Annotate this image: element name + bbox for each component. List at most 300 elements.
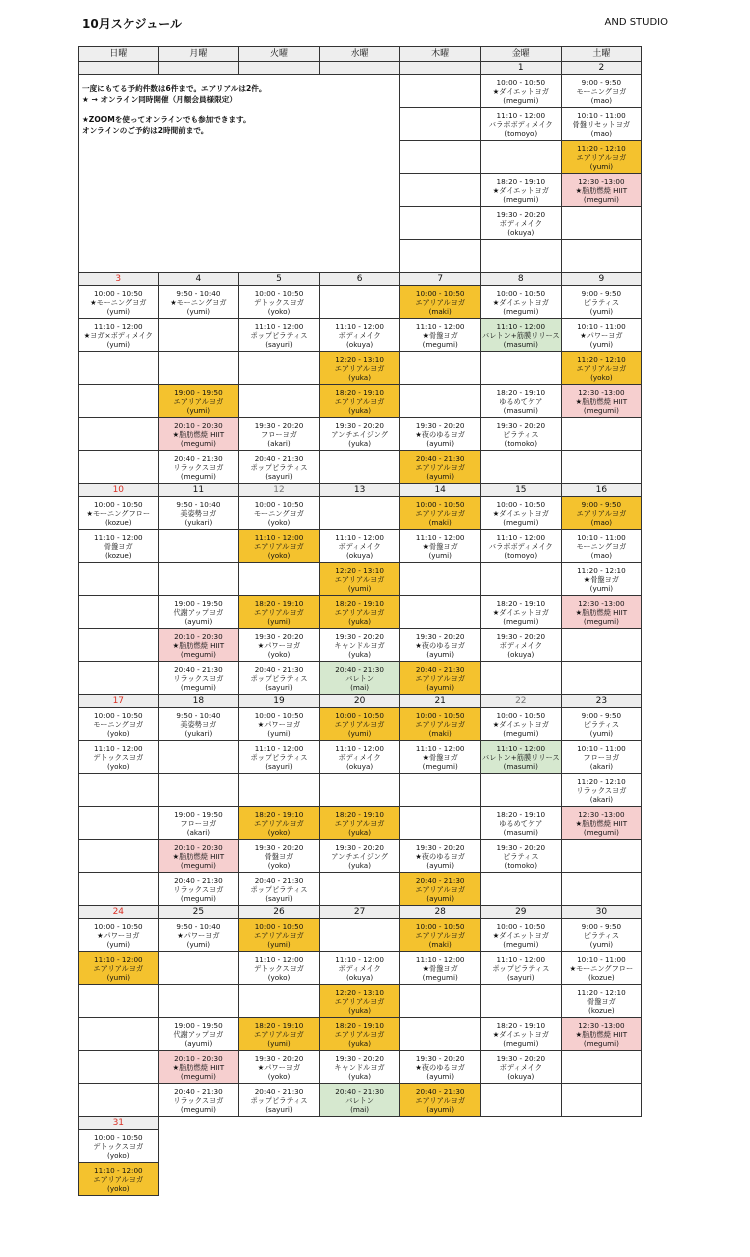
class-name: ★骨盤ヨガ — [422, 752, 458, 762]
instructor-name: (yoko) — [267, 827, 291, 837]
class-name: ピラティス — [583, 297, 620, 307]
empty-slot — [78, 840, 159, 873]
empty-slot — [159, 352, 240, 385]
class-name: 美姿勢ヨガ — [180, 719, 217, 729]
class-time: 19:30 - 20:20 — [415, 842, 465, 852]
instructor-name: (masumi) — [503, 761, 538, 771]
instructor-name: (yoko) — [267, 306, 291, 316]
class-name: リラックスヨガ — [576, 785, 627, 795]
class-time: 10:10 - 11:00 — [577, 743, 626, 753]
class-slot — [400, 451, 481, 484]
class-slot — [400, 629, 481, 662]
class-time: 19:30 - 20:20 — [496, 1053, 546, 1063]
date-cell: 30 — [562, 906, 643, 919]
class-time: 11:20 - 12:10 — [577, 565, 626, 575]
empty-slot — [562, 207, 643, 240]
instructor-name: (megumi) — [422, 761, 458, 771]
instructor-name: (yoko) — [107, 728, 130, 738]
class-time: 19:30 - 20:20 — [415, 420, 465, 430]
class-time: 11:10 - 12:00 — [415, 321, 465, 331]
instructor-name: (maki) — [428, 517, 452, 527]
class-name: エアリアルヨガ — [415, 884, 466, 894]
empty-slot — [562, 1051, 643, 1084]
class-name: ボディメイク — [338, 541, 381, 551]
class-name: ★脂肪燃焼 HIIT — [575, 818, 628, 828]
instructor-name: (yumi) — [589, 728, 614, 738]
class-name: ★パワーヨガ — [257, 640, 301, 650]
instructor-name: (maki) — [428, 939, 452, 949]
instructor-name: (yukari) — [184, 728, 213, 738]
empty-slot — [78, 563, 159, 596]
class-slot — [78, 286, 159, 319]
class-time: 11:10 - 12:00 — [496, 532, 546, 542]
class-slot — [481, 530, 562, 563]
date-cell: 29 — [481, 906, 562, 919]
class-name: バラボボディメイク — [488, 119, 553, 129]
class-slot — [320, 319, 401, 352]
class-slot — [562, 75, 643, 108]
class-time: 10:00 - 10:50 — [94, 921, 143, 931]
date-cell: 24 — [78, 906, 159, 919]
instructor-name: (sayuri) — [265, 893, 293, 903]
class-slot — [562, 141, 643, 174]
instructor-name: (yoko) — [107, 1150, 130, 1160]
class-slot — [562, 952, 643, 985]
class-name: バレトン — [345, 1095, 374, 1105]
class-time: 20:40 - 21:30 — [335, 1086, 384, 1096]
class-name: リラックスヨガ — [173, 884, 224, 894]
class-time: 11:10 - 12:00 — [94, 1165, 143, 1175]
instructor-name: (sayuri) — [265, 339, 293, 349]
class-slot — [562, 807, 643, 840]
instructor-name: (akari) — [267, 438, 291, 448]
class-slot — [78, 1163, 159, 1196]
instructor-name: (sayuri) — [265, 1104, 293, 1114]
class-name: ★モーニングヨガ — [90, 297, 147, 307]
instructor-name: (megumi) — [583, 827, 619, 837]
class-name: エアリアルヨガ — [415, 673, 466, 683]
class-name: ボディメイク — [499, 218, 542, 228]
instructor-name: (yoko) — [267, 972, 291, 982]
class-name: 代謝アップヨガ — [173, 607, 224, 617]
class-time: 20:40 - 21:30 — [415, 875, 465, 885]
class-name: ★パワーヨガ — [177, 930, 220, 940]
class-name: ポップピラティス — [492, 963, 550, 973]
class-name: リラックスヨガ — [173, 1095, 224, 1105]
date-cell — [320, 62, 401, 75]
class-slot — [562, 174, 643, 207]
class-time: 11:10 - 12:00 — [254, 743, 304, 753]
instructor-name: (sayuri) — [507, 972, 535, 982]
class-name: エアリアルヨガ — [576, 152, 627, 162]
instructor-name: (masumi) — [503, 339, 538, 349]
date-cell: 4 — [159, 273, 240, 286]
empty-slot — [481, 985, 562, 1018]
class-time: 19:00 - 19:50 — [174, 598, 223, 608]
instructor-name: (megumi) — [180, 893, 216, 903]
class-slot — [562, 352, 643, 385]
class-slot — [78, 741, 159, 774]
class-slot — [239, 629, 320, 662]
class-name: ★骨盤ヨガ — [422, 541, 458, 551]
class-time: 10:00 - 10:50 — [94, 1132, 143, 1142]
instructor-name: (kozue) — [588, 972, 615, 982]
class-time: 12:30 -13:00 — [578, 387, 625, 397]
class-time: 19:30 - 20:20 — [496, 209, 546, 219]
class-slot — [78, 952, 159, 985]
class-time: 20:40 - 21:30 — [174, 1086, 223, 1096]
class-name: エアリアルヨガ — [415, 297, 466, 307]
class-slot — [481, 629, 562, 662]
class-time: 11:10 - 12:00 — [335, 743, 384, 753]
empty-slot — [562, 840, 643, 873]
class-slot — [400, 741, 481, 774]
booking-notice — [82, 84, 322, 136]
class-name: キャンドルヨガ — [334, 1062, 385, 1072]
empty-slot — [159, 985, 240, 1018]
empty-slot — [400, 985, 481, 1018]
class-slot — [481, 708, 562, 741]
class-name: エアリアルヨガ — [334, 396, 385, 406]
class-time: 20:40 - 21:30 — [415, 664, 465, 674]
class-time: 12:30 -13:00 — [578, 809, 625, 819]
empty-slot — [400, 174, 481, 207]
class-name: エアリアルヨガ — [254, 541, 304, 551]
class-slot — [400, 952, 481, 985]
class-slot — [78, 1130, 159, 1163]
class-time: 10:10 - 11:00 — [577, 321, 626, 331]
empty-slot — [400, 596, 481, 629]
instructor-name: (sayuri) — [265, 682, 293, 692]
class-name: ★パワーヨガ — [97, 930, 140, 940]
class-time: 10:00 - 10:50 — [415, 499, 465, 509]
class-time: 20:40 - 21:30 — [415, 453, 465, 463]
class-time: 19:30 - 20:20 — [254, 1053, 304, 1063]
instructor-name: (ayumi) — [426, 860, 455, 870]
instructor-name: (kozue) — [104, 517, 132, 527]
class-time: 18:20 - 19:10 — [254, 1020, 304, 1030]
class-name: ポップピラティス — [250, 330, 308, 340]
empty-slot — [481, 774, 562, 807]
class-slot — [320, 530, 401, 563]
class-slot — [481, 385, 562, 418]
instructor-name: (yumi) — [186, 405, 211, 415]
date-cell: 6 — [320, 273, 401, 286]
instructor-name: (yuka) — [348, 827, 372, 837]
class-slot — [159, 919, 240, 952]
class-slot — [159, 1051, 240, 1084]
class-name: ★ダイエットヨガ — [492, 86, 549, 96]
class-time: 10:00 - 10:50 — [496, 921, 546, 931]
class-name: フローヨガ — [261, 429, 297, 439]
instructor-name: (ayumi) — [184, 616, 213, 626]
class-name: エアリアルヨガ — [173, 396, 224, 406]
date-cell: 23 — [562, 695, 643, 708]
empty-slot — [562, 873, 643, 906]
class-slot — [562, 319, 643, 352]
empty-slot — [78, 451, 159, 484]
instructor-name: (yumi) — [267, 939, 291, 949]
class-name: ポップピラティス — [250, 1095, 308, 1105]
date-cell: 13 — [320, 484, 401, 497]
class-name: ゆるめてケア — [499, 396, 543, 406]
class-slot — [320, 662, 401, 695]
class-name: ★モーニングフロー — [86, 508, 151, 518]
class-slot — [320, 708, 401, 741]
class-name: ★骨盤ヨガ — [583, 574, 619, 584]
class-slot — [159, 385, 240, 418]
class-name: デトックスヨガ — [93, 1141, 144, 1151]
instructor-name: (megumi) — [583, 1038, 619, 1048]
class-slot — [562, 108, 643, 141]
class-time: 18:20 - 19:10 — [335, 598, 384, 608]
class-slot — [239, 530, 320, 563]
instructor-name: (yoko) — [267, 1071, 291, 1081]
instructor-name: (megumi) — [583, 194, 619, 204]
class-name: エアリアルヨガ — [334, 818, 385, 828]
class-slot — [400, 840, 481, 873]
instructor-name: (megumi) — [180, 860, 216, 870]
class-slot — [159, 662, 240, 695]
class-slot — [239, 708, 320, 741]
class-name: リラックスヨガ — [173, 462, 224, 472]
empty-slot — [78, 596, 159, 629]
date-cell: 7 — [400, 273, 481, 286]
empty-slot — [239, 985, 320, 1018]
class-name: フローヨガ — [583, 752, 620, 762]
class-slot — [400, 530, 481, 563]
instructor-name: (yuka) — [348, 438, 372, 448]
class-name: モーニングヨガ — [93, 719, 144, 729]
class-time: 12:30 -13:00 — [578, 176, 625, 186]
class-slot — [481, 1051, 562, 1084]
date-cell: 14 — [400, 484, 481, 497]
class-slot — [159, 807, 240, 840]
date-cell: 31 — [78, 1117, 159, 1130]
class-time: 9:50 - 10:40 — [176, 710, 221, 720]
empty-slot — [159, 952, 240, 985]
empty-slot — [320, 774, 401, 807]
class-time: 11:10 - 12:00 — [94, 743, 143, 753]
class-name: ★脂肪燃焼 HIIT — [172, 429, 225, 439]
empty-slot — [320, 919, 401, 952]
empty-slot — [78, 1084, 159, 1117]
notice-line-4: オンラインのご予約は2時間前まで。 — [82, 125, 209, 135]
class-time: 19:30 - 20:20 — [254, 631, 304, 641]
instructor-name: (yumi) — [267, 1038, 291, 1048]
instructor-name: (yumi) — [186, 939, 211, 949]
class-time: 12:20 - 13:10 — [335, 565, 384, 575]
class-name: エアリアルヨガ — [334, 1029, 385, 1039]
class-time: 10:00 - 10:50 — [94, 710, 143, 720]
class-slot — [320, 1084, 401, 1117]
instructor-name: (megumi) — [180, 682, 216, 692]
notice-line-1: 一度にもてる予約件数は6件まで。エアリアルは2件。 — [82, 84, 267, 93]
class-name: エアリアルヨガ — [415, 719, 466, 729]
date-cell: 1 — [481, 62, 562, 75]
class-slot — [239, 596, 320, 629]
empty-slot — [400, 75, 481, 108]
class-time: 20:10 - 20:30 — [174, 1053, 223, 1063]
class-time: 11:10 - 12:00 — [415, 743, 465, 753]
class-time: 11:10 - 12:00 — [335, 532, 384, 542]
class-slot — [562, 1018, 643, 1051]
class-slot — [239, 497, 320, 530]
instructor-name: (ayumi) — [426, 893, 455, 903]
instructor-name: (megumi) — [503, 306, 539, 316]
instructor-name: (okuya) — [346, 761, 374, 771]
class-slot — [400, 662, 481, 695]
class-name: ピラティス — [503, 429, 539, 439]
instructor-name: (tomoko) — [504, 438, 538, 448]
class-time: 10:00 - 10:50 — [335, 710, 384, 720]
class-time: 9:50 - 10:40 — [176, 499, 221, 509]
notice-line-2: ★ → オンライン同時開催（月額会員様限定） — [82, 94, 237, 104]
instructor-name: (yoko) — [107, 1183, 130, 1193]
class-time: 19:30 - 20:20 — [496, 631, 546, 641]
class-name: ★モーニングヨガ — [170, 297, 227, 307]
class-time: 20:10 - 20:30 — [174, 420, 223, 430]
instructor-name: (yuka) — [348, 405, 372, 415]
class-time: 20:40 - 21:30 — [174, 453, 223, 463]
instructor-name: (mao) — [590, 550, 613, 560]
class-name: 骨盤ヨガ — [587, 996, 616, 1006]
class-name: ★夜のゆるヨガ — [415, 640, 465, 650]
class-time: 10:00 - 10:50 — [94, 288, 143, 298]
class-slot — [481, 741, 562, 774]
class-time: 20:40 - 21:30 — [174, 664, 223, 674]
empty-slot — [239, 563, 320, 596]
class-name: ボディメイク — [338, 963, 381, 973]
instructor-name: (megumi) — [422, 339, 458, 349]
class-time: 12:20 - 13:10 — [335, 987, 384, 997]
class-slot — [562, 596, 643, 629]
date-cell: 5 — [239, 273, 320, 286]
class-time: 11:10 - 12:00 — [254, 954, 304, 964]
class-name: エアリアルヨガ — [334, 996, 385, 1006]
instructor-name: (yumi) — [267, 728, 291, 738]
class-slot — [562, 286, 643, 319]
instructor-name: (yumi) — [589, 583, 614, 593]
class-time: 20:40 - 21:30 — [335, 664, 384, 674]
empty-slot — [400, 207, 481, 240]
class-slot — [481, 952, 562, 985]
date-cell — [159, 62, 240, 75]
instructor-name: (megumi) — [503, 1038, 539, 1048]
class-time: 19:30 - 20:20 — [415, 631, 465, 641]
empty-slot — [78, 629, 159, 662]
class-time: 19:30 - 20:20 — [335, 631, 384, 641]
class-name: ボディメイク — [499, 640, 542, 650]
empty-slot — [562, 662, 643, 695]
instructor-name: (yumi) — [106, 339, 130, 349]
class-time: 18:20 - 19:10 — [254, 809, 304, 819]
class-name: エアリアルヨガ — [415, 930, 466, 940]
instructor-name: (okuya) — [346, 550, 374, 560]
instructor-name: (megumi) — [180, 649, 216, 659]
date-cell: 8 — [481, 273, 562, 286]
class-time: 11:10 - 12:00 — [415, 954, 465, 964]
class-slot — [562, 741, 643, 774]
empty-slot — [78, 385, 159, 418]
class-slot — [562, 497, 643, 530]
class-name: ★脂肪燃焼 HIIT — [172, 851, 225, 861]
class-slot — [562, 708, 643, 741]
empty-slot — [159, 563, 240, 596]
instructor-name: (megumi) — [503, 939, 539, 949]
empty-slot — [481, 563, 562, 596]
empty-slot — [400, 563, 481, 596]
instructor-name: (yumi) — [589, 939, 614, 949]
instructor-name: (mao) — [590, 128, 613, 138]
class-slot — [159, 840, 240, 873]
class-time: 9:00 - 9:50 — [581, 710, 622, 720]
class-time: 9:50 - 10:40 — [176, 288, 221, 298]
date-cell: 15 — [481, 484, 562, 497]
class-name: ★夜のゆるヨガ — [415, 429, 465, 439]
instructor-name: (megumi) — [503, 517, 539, 527]
class-slot — [239, 418, 320, 451]
class-time: 10:00 - 10:50 — [254, 288, 304, 298]
instructor-name: (sayuri) — [265, 471, 293, 481]
class-time: 11:10 - 12:00 — [496, 110, 546, 120]
class-name: ポップピラティス — [250, 884, 308, 894]
empty-slot — [400, 774, 481, 807]
date-cell: 19 — [239, 695, 320, 708]
empty-slot — [400, 108, 481, 141]
instructor-name: (yumi) — [186, 306, 211, 316]
class-time: 10:00 - 10:50 — [254, 921, 304, 931]
class-slot — [320, 385, 401, 418]
weekday-header: 月曜 — [159, 46, 240, 62]
class-slot — [239, 1018, 320, 1051]
class-name: エアリアルヨガ — [415, 462, 466, 472]
date-cell: 28 — [400, 906, 481, 919]
class-name: フローヨガ — [180, 818, 217, 828]
class-time: 11:20 - 12:10 — [577, 776, 626, 786]
class-slot — [320, 741, 401, 774]
class-time: 11:10 - 12:00 — [415, 532, 465, 542]
class-name: バラボボディメイク — [488, 541, 553, 551]
empty-slot — [562, 1084, 643, 1117]
empty-slot — [481, 240, 562, 273]
class-name: バレトン — [345, 673, 374, 683]
instructor-name: (megumi) — [503, 95, 539, 105]
empty-slot — [562, 240, 643, 273]
empty-slot — [78, 873, 159, 906]
instructor-name: (megumi) — [583, 616, 619, 626]
class-time: 18:20 - 19:10 — [496, 1020, 546, 1030]
instructor-name: (kozue) — [104, 550, 132, 560]
class-slot — [239, 319, 320, 352]
class-slot — [562, 530, 643, 563]
empty-slot — [78, 774, 159, 807]
class-time: 10:00 - 10:50 — [415, 921, 465, 931]
class-slot — [239, 919, 320, 952]
class-slot — [239, 952, 320, 985]
class-slot — [159, 497, 240, 530]
class-time: 18:20 - 19:10 — [335, 809, 384, 819]
class-slot — [481, 108, 562, 141]
class-time: 18:20 - 19:10 — [496, 387, 546, 397]
class-slot — [320, 352, 401, 385]
class-name: エアリアルヨガ — [93, 963, 144, 973]
instructor-name: (yumi) — [589, 339, 614, 349]
class-slot — [320, 952, 401, 985]
class-name: アンチエイジング — [331, 429, 388, 439]
class-slot — [159, 629, 240, 662]
empty-slot — [320, 497, 401, 530]
